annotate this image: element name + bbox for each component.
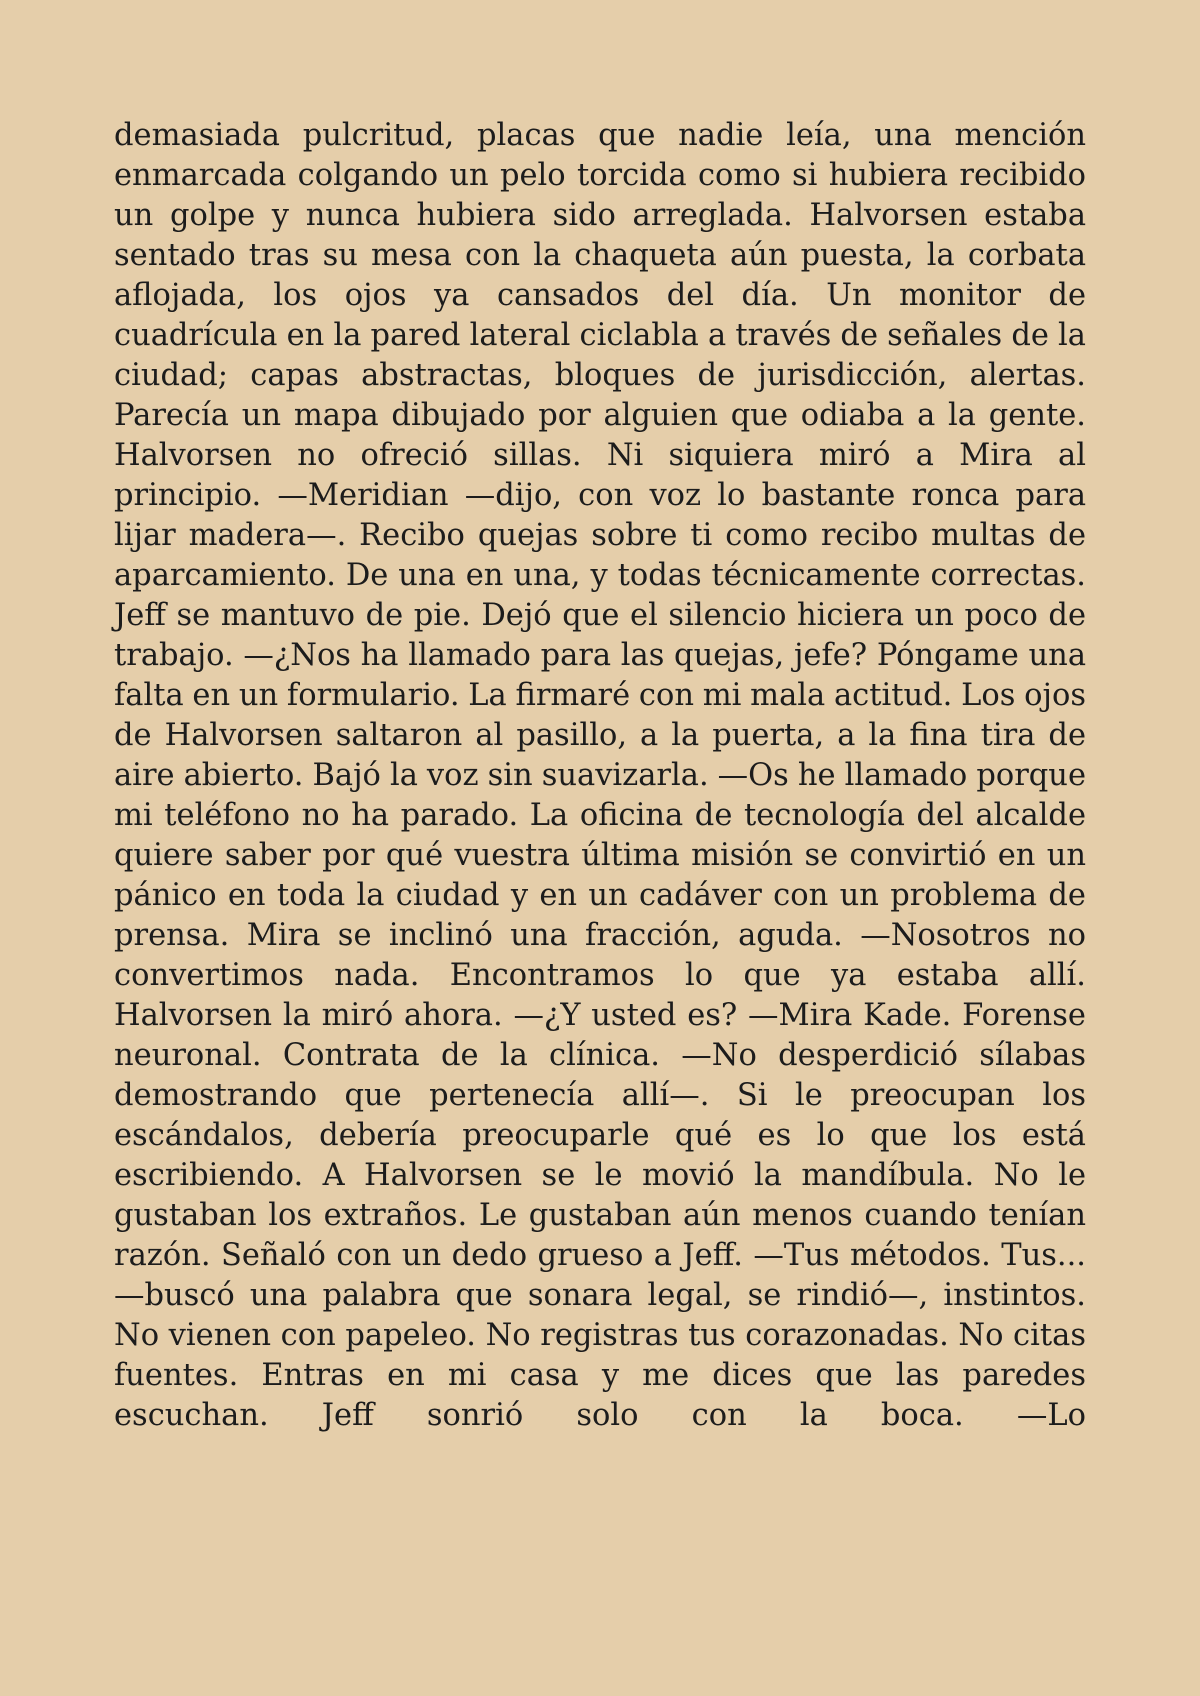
page-content: [114, 116, 1086, 1436]
body-paragraph: demasiada pulcritud, placas que nadie leía, una mención enmarcada colgando un pelo torcida como si hubiera recibido un golpe y nunca hubiera sido arreglada. Halvorsen estaba sentado tras su mesa con la chaqueta aún puesta, la corbata aflojada, los ojos ya cansados del día. Un monitor de cuadrícula en la pared lateral ciclabla a través de señales de la ciudad; capas abstractas, bloques de jurisdicción, alertas. Parecía un mapa dibujado por alguien que odiaba a la gente. Halvorsen no ofreció sillas. Ni siquiera miró a Mira al principio. —Meridian —dijo, con voz lo bastante ronca para lijar madera—. Recibo quejas sobre ti como recibo multas de aparcamiento. De una en una, y todas técnicamente correctas. Jeff se mantuvo de pie. Dejó que el silencio hiciera un poco de trabajo. —¿Nos ha llamado para las quejas, jefe? Póngame una falta en un formulario. La firmaré con mi mala actitud. Los ojos de Halvorsen saltaron al pasillo, a la puerta, a la fina tira de aire abierto. Bajó la voz sin suavizarla. —Os he llamado porque mi teléfono no ha parado. La oficina de tecnología del alcalde quiere saber por qué vuestra última misión se convirtió en un pánico en toda la ciudad y en un cadáver con un problema de prensa. Mira se inclinó una fracción, aguda. —Nosotros no convertimos nada. Encontramos lo que ya estaba allí. Halvorsen la miró ahora. —¿Y usted es? —Mira Kade. Forense neuronal. Contrata de la clínica. —No desperdició sílabas demostrando que pertenecía allí—. Si le preocupan los escándalos, debería preocuparle qué es lo que los está escribiendo. A Halvorsen se le movió la mandíbula. No le gustaban los extraños. Le gustaban aún menos cuando tenían razón. Señaló con un dedo grueso a Jeff. —Tus métodos. Tus... —buscó una palabra que sonara legal, se rindió—, instintos. No vienen con papeleo. No registras tus corazonadas. No citas fuentes. Entras en mi casa y me dices que las paredes escuchan. Jeff sonrió solo con la boca. —Lo: [114, 118, 1086, 1433]
